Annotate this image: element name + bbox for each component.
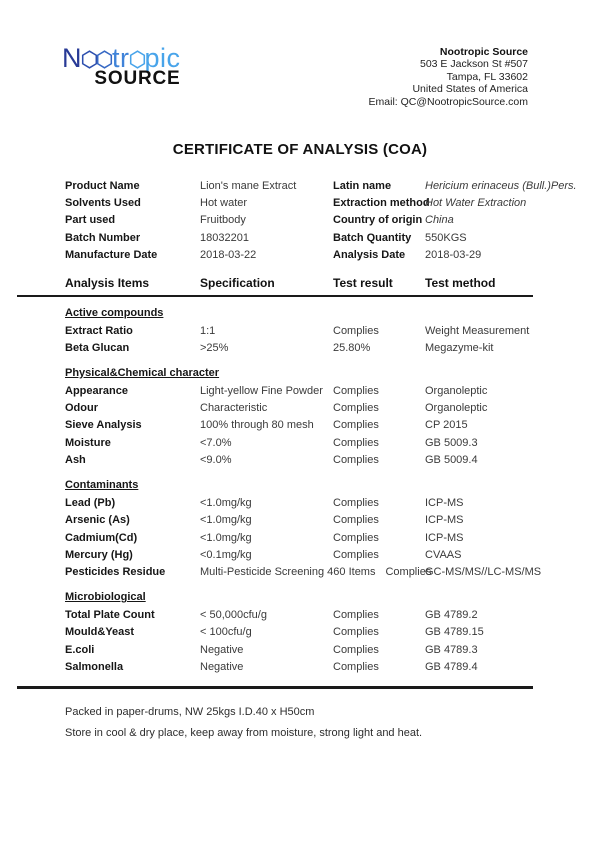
- analysis-item: Ash: [65, 454, 86, 467]
- table-bottom-divider: [17, 686, 533, 689]
- info-value: Fruitbody: [200, 214, 246, 227]
- test-result: Complies: [333, 514, 379, 527]
- info-label: Batch Quantity: [333, 231, 412, 244]
- table-row: [65, 659, 535, 676]
- test-result: 25.80%: [333, 341, 371, 354]
- address-line: Tampa, FL 33602: [446, 70, 528, 83]
- logo-source-text: SOURCE: [94, 68, 181, 89]
- test-result: Complies: [333, 609, 379, 622]
- test-method: Megazyme-kit: [425, 341, 494, 354]
- table-row: [65, 434, 535, 451]
- company-name: Nootropic Source: [439, 46, 528, 58]
- analysis-item: E.coli: [65, 643, 95, 656]
- info-label: Part used: [65, 214, 116, 227]
- company-logo: [62, 44, 181, 108]
- specification: <9.0%: [200, 454, 232, 467]
- test-method: Organoleptic: [425, 401, 488, 414]
- info-value: Hot Water Extraction: [425, 196, 527, 209]
- specification: 1:1: [200, 324, 216, 337]
- page-title: CERTIFICATE OF ANALYSIS (COA): [172, 141, 428, 159]
- test-result: Complies: [333, 419, 379, 432]
- analysis-item: Pesticides Residue: [65, 566, 166, 579]
- table-row: [65, 512, 535, 529]
- product-info-row: [65, 229, 535, 246]
- column-header-test-method: Test method: [425, 275, 496, 290]
- info-label: Product Name: [65, 179, 140, 192]
- column-header-analysis-items: Analysis Items: [65, 275, 150, 290]
- product-info-row: [65, 177, 577, 194]
- analysis-item: Extract Ratio: [65, 324, 133, 337]
- logo-letter-n: N: [62, 43, 82, 73]
- table-row: [65, 382, 535, 399]
- table-row: [65, 564, 542, 581]
- test-method: CP 2015: [425, 419, 468, 432]
- table-row: [65, 451, 535, 468]
- info-value: 2018-03-29: [425, 248, 482, 261]
- header-divider: [17, 295, 533, 297]
- analysis-item: Odour: [65, 401, 98, 414]
- specification: Multi-Pesticide Screening 460 Items: [200, 566, 376, 579]
- specification: Negative: [200, 661, 244, 674]
- footer-notes: [65, 705, 600, 740]
- company-email: Email: QC@NootropicSource.com: [368, 95, 528, 108]
- column-header-specification: Specification: [200, 275, 275, 290]
- test-method: Organoleptic: [425, 384, 488, 397]
- analysis-item: Lead (Pb): [65, 496, 116, 509]
- hexagon-o-icon: [96, 50, 113, 69]
- test-method: GB 5009.4: [425, 454, 478, 467]
- product-info: [65, 177, 577, 263]
- test-result: Complies: [333, 626, 379, 639]
- test-method: ICP-MS: [425, 496, 464, 509]
- specification: <1.0mg/kg: [200, 514, 252, 527]
- table-row: [65, 494, 535, 511]
- info-value: Lion's mane Extract: [200, 179, 297, 192]
- specification: <0.1mg/kg: [200, 549, 252, 561]
- specification: Characteristic: [200, 401, 268, 414]
- specification: <7.0%: [200, 436, 232, 449]
- table-row: [65, 339, 535, 356]
- table-row: [65, 417, 535, 434]
- analysis-item: Appearance: [65, 384, 128, 397]
- specification: < 100cfu/g: [200, 626, 252, 639]
- analysis-item: Arsenic (As): [65, 514, 130, 527]
- info-value: China: [425, 214, 454, 227]
- test-method: ICP-MS: [425, 531, 464, 544]
- test-method: CVAAS: [425, 549, 462, 561]
- test-result: Complies: [333, 401, 379, 414]
- specification: <1.0mg/kg: [200, 496, 252, 509]
- analysis-item: Beta Glucan: [65, 341, 130, 354]
- test-method: GB 4789.15: [425, 626, 484, 639]
- section-title-active-compounds: Active compounds: [65, 306, 164, 319]
- product-info-row: [65, 194, 535, 211]
- storage-note: Store in cool & dry place, keep away from moisture, strong light and heat.: [65, 726, 423, 739]
- hexagon-o-icon: [129, 50, 146, 69]
- address-line: 503 E Jackson St #507: [420, 58, 528, 71]
- analysis-item: Salmonella: [65, 661, 124, 674]
- test-result: Complies: [333, 384, 379, 397]
- analysis-item: Cadmium(Cd): [65, 531, 138, 544]
- specification: 100% through 80 mesh: [200, 419, 314, 432]
- specification: >25%: [200, 341, 229, 354]
- section-title-microbiological: Microbiological: [65, 591, 146, 604]
- specification: Negative: [200, 643, 244, 656]
- info-value: 2018-03-22: [200, 248, 257, 261]
- test-method: GB 5009.3: [425, 436, 478, 449]
- section-title-contaminants: Contaminants: [65, 478, 139, 491]
- test-result: Complies: [333, 454, 379, 467]
- info-label: Latin name: [333, 179, 392, 192]
- test-result: Complies: [333, 661, 379, 674]
- test-method: GB 4789.4: [425, 661, 478, 674]
- analysis-table: [65, 305, 542, 676]
- info-label: Analysis Date: [333, 248, 406, 261]
- test-result: Complies: [333, 496, 379, 509]
- test-result: Complies: [333, 436, 379, 449]
- product-info-row: [65, 212, 535, 229]
- section-title-physical-chemical: Physical&Chemical character: [65, 366, 220, 379]
- analysis-item: Sieve Analysis: [65, 419, 142, 432]
- test-method: ICP-MS: [425, 514, 464, 527]
- test-result: Complies: [385, 566, 432, 579]
- analysis-table-header: [65, 273, 535, 293]
- address-line: United States of America: [412, 83, 528, 96]
- test-result: Complies: [333, 643, 379, 656]
- company-address: [369, 44, 528, 108]
- info-label: Manufacture Date: [65, 248, 158, 261]
- column-header-test-result: Test result: [333, 275, 393, 290]
- specification: <1.0mg/kg: [200, 531, 252, 544]
- table-row: [65, 624, 535, 641]
- table-row: [65, 546, 535, 563]
- info-label: Extraction method: [333, 196, 430, 209]
- info-value: Hericium erinaceus (Bull.)Pers.: [425, 179, 577, 192]
- test-result: Complies: [333, 549, 379, 561]
- table-row: [65, 606, 535, 623]
- test-method: GB 4789.3: [425, 643, 478, 656]
- info-value: 18032201: [200, 231, 249, 244]
- test-method: Weight Measurement: [425, 324, 530, 337]
- analysis-item: Mould&Yeast: [65, 626, 135, 639]
- table-row: [65, 399, 535, 416]
- test-method: GB 4789.2: [425, 609, 478, 622]
- logo-letters-pic: pic: [144, 43, 181, 73]
- test-method: GC-MS/MS//LC-MS/MS: [425, 566, 542, 579]
- logo-letters-tr: tr: [112, 43, 130, 73]
- product-info-row: [65, 246, 535, 263]
- test-result: Complies: [333, 324, 379, 337]
- analysis-item: Total Plate Count: [65, 609, 155, 622]
- table-row: [65, 529, 535, 546]
- info-label: Solvents Used: [65, 196, 141, 209]
- specification-with-result: [200, 566, 432, 579]
- info-value: 550KGS: [425, 231, 467, 244]
- info-label: Country of origin: [333, 214, 423, 227]
- info-value: Hot water: [200, 196, 248, 209]
- packing-note: Packed in paper-drums, NW 25kgs I.D.40 x H50cm: [65, 705, 315, 718]
- table-row: [65, 641, 535, 658]
- table-row: [65, 322, 535, 339]
- analysis-item: Mercury (Hg): [65, 549, 133, 561]
- analysis-item: Moisture: [65, 436, 111, 449]
- specification: < 50,000cfu/g: [200, 609, 267, 622]
- document-header: [0, 0, 600, 108]
- specification: Light-yellow Fine Powder: [200, 384, 323, 397]
- test-result: Complies: [333, 531, 379, 544]
- info-label: Batch Number: [65, 231, 141, 244]
